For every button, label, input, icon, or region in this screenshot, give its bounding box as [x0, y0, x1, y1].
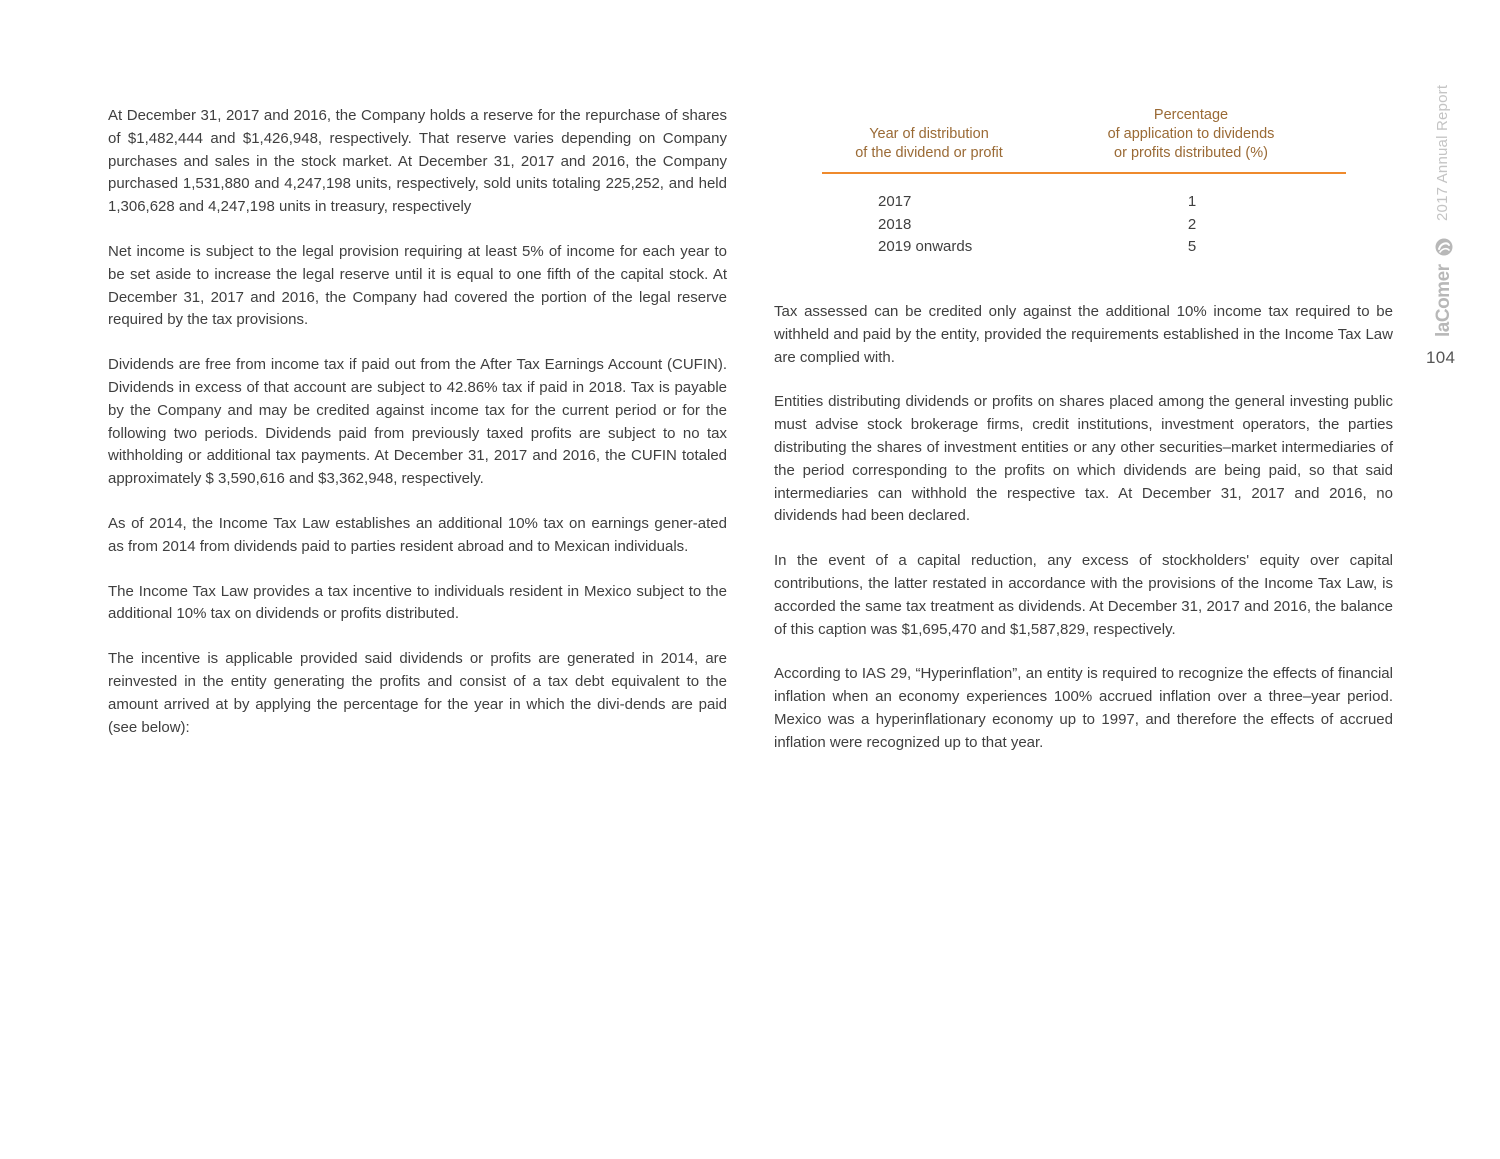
header-year-line-2: of the dividend or profit — [855, 145, 1003, 161]
table-body — [822, 191, 1346, 259]
table-header — [822, 106, 1346, 174]
table-row — [822, 214, 1346, 237]
paragraph-share-repurchase-reserve: At December 31, 2017 and 2016, the Company holds a reserve for the repurchase of shares of $1,482,444 and $1,426,948, respectively. That reserve varies depending on Company purchases and sales in the stock market. At December 31, 2017 and 2016, the Company purchased 1,531,880 and 4,247,198 units, respectively, sold units totaling 225,252, and held 1,306,628 and 4,247,198 units in treasury, respectively — [108, 107, 727, 216]
paragraph-tax-credit: Tax assessed can be credited only against the additional 10% income tax required to be withheld and paid by the entity, provided the requirements established in the Income Tax Law are complied with. — [774, 303, 1393, 366]
table-row — [822, 236, 1346, 259]
header-pct-line-1: Percentage — [1153, 107, 1229, 123]
header-year-line-1: Year of distribution — [869, 126, 989, 142]
page-number: 104 — [1426, 348, 1456, 367]
lacomer-logo-mark-icon — [1434, 237, 1454, 257]
header-year-of-distribution — [822, 125, 1036, 163]
table-row — [822, 191, 1346, 214]
paragraph-capital-reduction: In the event of a capital reduction, any excess of stockholders' equity over capital contributions, the latter restated in accordance with the provisions of the Income Tax Law, is accorded the same tax treatment as dividends. At December 31, 2017 and 2016, the balance of this caption was $1,695,470 and $1,587,829, respectively. — [774, 552, 1393, 638]
logo-wordmark: laComer — [1433, 264, 1454, 337]
annual-report-label: 2017 Annual Report — [1434, 84, 1451, 221]
header-percentage — [1036, 106, 1346, 163]
cell-percentage: 5 — [1187, 238, 1197, 256]
cell-year: 2019 onwards — [878, 238, 973, 256]
cell-percentage: 2 — [1187, 215, 1197, 233]
paragraph-hyperinflation: According to IAS 29, “Hyperinflation”, an entity is required to recognize the effects of financial inflation when an economy experiences 100% accrued inflation over a three–year period. Mexico was a hyperinflationary economy up to 1997, and therefore the effects of accrued inflation were recognized up to that year. — [774, 665, 1393, 751]
dividend-percentage-table — [822, 106, 1346, 259]
left-column — [108, 105, 727, 761]
cell-year: 2017 — [878, 193, 912, 210]
paragraph-additional-tax: As of 2014, the Income Tax Law establishes an additional 10% tax on earnings gener-ated as from 2014 from dividends paid to parties resident abroad and to Mexican individuals. — [108, 514, 727, 555]
paragraph-cufin-dividends: Dividends are free from income tax if paid out from the After Tax Earnings Account (CUFIN). Dividends in excess of that account are subject to 42.86% tax if paid in 2018. Tax is payable by the Company and may be credited against income tax for the current period or for the following two periods. Dividends paid from previously taxed profits are subject to no tax withholding or additional tax payments. At December 31, 2017 and 2016, the CUFIN totaled approximately $ 3,590,616 and $3,362,948, respectively. — [108, 356, 727, 488]
cell-percentage: 1 — [1187, 193, 1197, 210]
paragraph-tax-incentive: The Income Tax Law provides a tax incentive to individuals resident in Mexico subject to the additional 10% tax on dividends or profits distributed. — [108, 582, 727, 623]
paragraph-withholding-intermediaries: Entities distributing dividends or profits on shares placed among the general investing public must advise stock brokerage firms, credit institutions, investment operators, the parties distributing the shares of investment entities or any other securities–market intermediaries of the period corresponding to the profits on which dividends are being paid, so that said intermediaries can withhold the respective tax. At December 31, 2017 and 2016, no dividends had been declared. — [774, 393, 1393, 525]
cell-year: 2018 — [878, 215, 912, 233]
header-pct-line-3: or profits distributed (%) — [1114, 145, 1268, 161]
paragraph-legal-reserve: Net income is subject to the legal provision requiring at least 5% of income for each year to be set aside to increase the legal reserve until it is equal to one fifth of the capital stock. At December 31, 2017 and 2016, the Company had covered the portion of the legal reserve required by the tax provisions. — [108, 242, 727, 329]
paragraph-incentive-conditions: The incentive is applicable provided said dividends or profits are generated in 2014, are reinvested in the entity generating the profits and consist of a tax debt equivalent to the amount arrived at by applying the percentage for the year in which the divi-dends are paid (see below): — [108, 650, 727, 736]
lacomer-logo — [1434, 237, 1454, 337]
header-pct-line-2: of application to dividends — [1107, 126, 1275, 142]
right-column — [774, 301, 1393, 777]
